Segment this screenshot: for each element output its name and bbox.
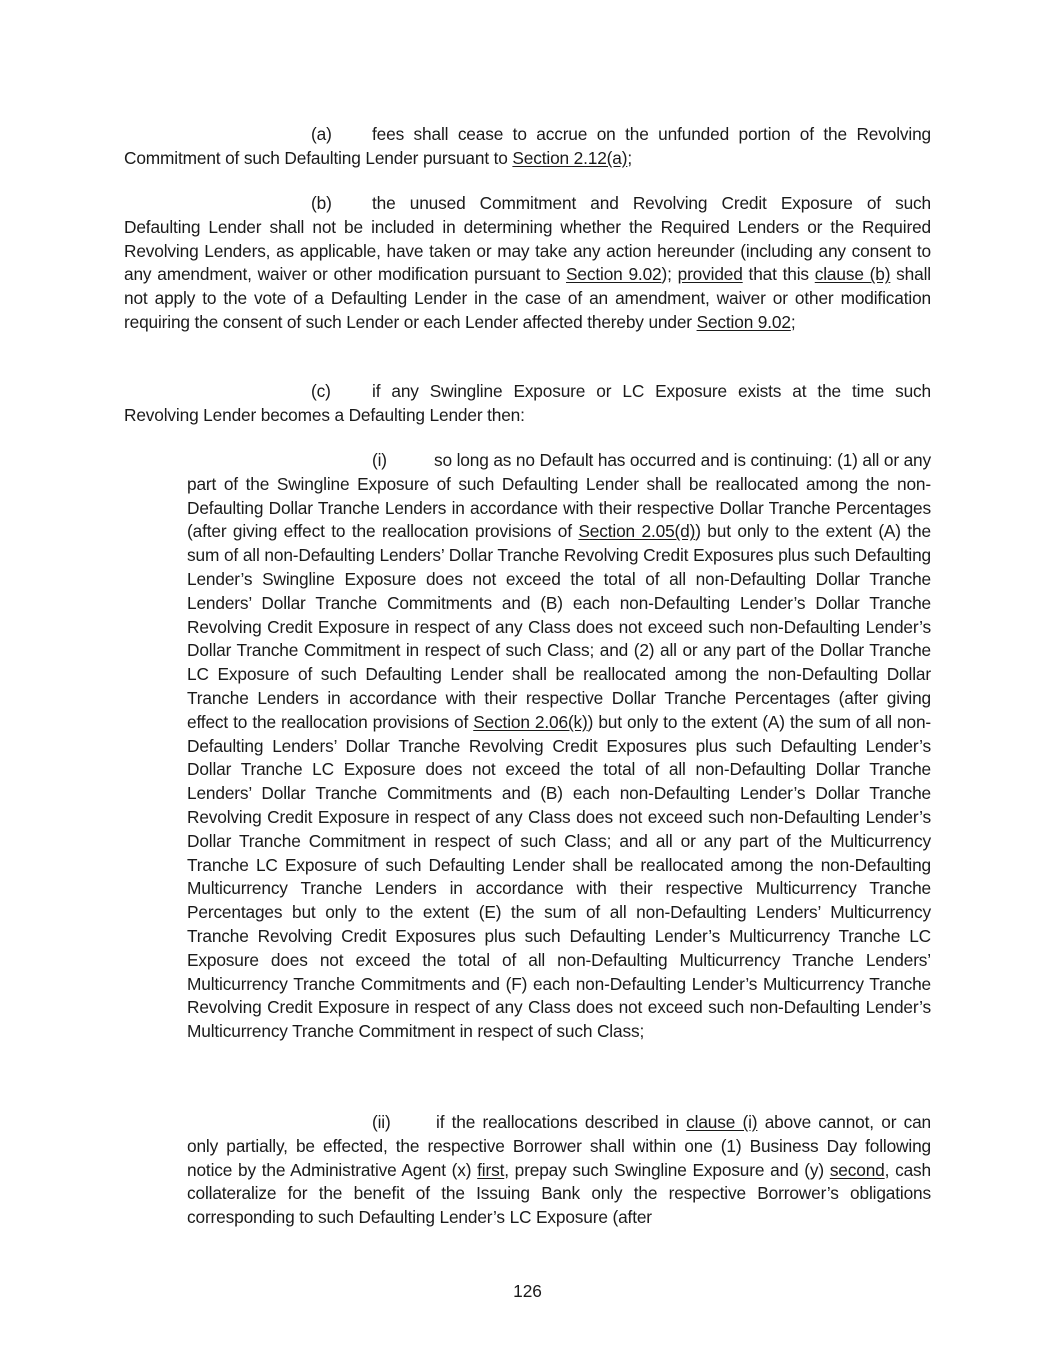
paragraph-c [124,380,931,428]
paragraph-b: (b) the unused Commitment and Revolving Credit Exposure of such Defaulting Lender shall not be included in determining whether the Required Lenders or the Required Revolving Lenders, as applicable, have taken or may take any action hereunder (including any consent to any amendment, waiver or other modification pursuant to Section 9.02); provided that this clause (b) shall not apply to the vote of a Defaulting Lender in the case of an amendment, waiver or other modification requiring the consent of such Lender or each Lender affected thereby under Section 9.02; [124,193,931,332]
ordinal-term: first [477,1159,505,1180]
paragraph-c-ii: (ii) if the reallocations described in clause (i) above cannot, or can only partially, be effected, the respective Borrower shall within one (1) Business Day following notice by the Administrative Agent (x) first, prepay such Swingline Exposure and (y) second, cash collateralize for the benefit of the Issuing Bank only the respective Borrower’s obligations corresponding to such Defaulting Lender’s LC Exposure (after [187,1112,931,1228]
paragraph-c-i-text: so long as no Default has occurred and is continuing: (1) all or any part of the Swingline Exposure of such Defaulting Lender shall be reallocated among the non-Defaulting Dollar Tranche Lenders in accordance with their respective Dollar Tranche Percentages (after giving effect to the reallocation provisions of [187,450,932,542]
clause-reference: clause (i) [686,1112,758,1132]
paragraph-c-text: if any Swingline Exposure or LC Exposure exists at the time such Revolving Lender becomes a Defaulting Lender then: [124,381,931,425]
section-reference: Section 2.05(d) [578,521,696,542]
paragraph-a-label: (a) [311,124,332,144]
clause-reference: clause (b) [814,264,891,285]
paragraph-b-label: (b) [311,193,332,213]
page-number: 126 [513,1281,542,1301]
ordinal-term: second [829,1159,885,1180]
paragraph-c-i-label: (i) [372,450,387,470]
section-reference: Section 2.06(k) [473,711,588,732]
paragraph-a: (a) fees shall cease to accrue on the unfunded portion of the Revolving Commitment of such Defaulting Lender pursuant to Section 2.12(a); [124,124,931,168]
section-reference: Section 2.12(a) [512,147,628,168]
paragraph-c-i: (i) so long as no Default has occurred and is continuing: (1) all or any part of the Swingline Exposure of such Defaulting Lender shall be reallocated among the non-Defaulting Dollar Tranche Lenders in accordance with their respective Dollar Tranche Percentages (after giving effect to the reallocation provisions of Section 2.05(d)) but only to the extent (A) the sum of all non-Defaulting Lenders’ Dollar Tranche Revolving Credit Exposures plus such Defaulting Lender’s Swingline Exposure does not exceed the total of all non-Defaulting Dollar Tranche Lenders’ Dollar Tranche Commitments and (B) each non-Defaulting Lender’s Dollar Tranche Revolving Credit Exposure in respect of any Class does not exceed such non-Defaulting Lender’s Dollar Tranche Commitment in respect of such Class; and (2) all or any part of the Dollar Tranche LC Exposure of such Defaulting Lender shall be reallocated among the non-Defaulting Dollar Tranche Lenders in accordance with their respective Dollar Tranche Percentages (after giving effect to the reallocation provisions of Section 2.06(k)) but only to the extent (A) the sum of all non-Defaulting Lenders’ Dollar Tranche Revolving Credit Exposures plus such Defaulting Lender’s Dollar Tranche LC Exposure does not exceed the total of all non-Defaulting Dollar Tranche Lenders’ Dollar Tranche Commitments and (B) each non-Defaulting Lender’s Dollar Tranche Revolving Credit Exposure in respect of any Class does not exceed such non-Defaulting Lender’s Dollar Tranche Commitment in respect of such Class; and all or any part of the Multicurrency Tranche LC Exposure of such Defaulting Lender shall be reallocated among the non-Defaulting Multicurrency Tranche Lenders in accordance with their respective Multicurrency Tranche Percentages but only to the extent (E) the sum of all non-Defaulting Lenders’ Multicurrency Tranche Revolving Credit Exposures plus such Defaulting Lender’s Multicurrency Tranche LC Exposure does not exceed the total of all non-Defaulting Multicurrency Tranche Lenders’ Multicurrency Tranche Commitments and (F) each non-Defaulting Lender’s Multicurrency Tranche Revolving Credit Exposure in respect of any Class does not exceed such non-Defaulting Lender’s Multicurrency Tranche Commitment in respect of such Class; [187,450,932,1042]
paragraph-c-ii-text: if the reallocations described in [436,1112,687,1132]
paragraph-b-text: the unused Commitment and Revolving Credit Exposure of such Defaulting Lender shall not be included in determining whether the Required Lenders or the Required Revolving Lenders, as applicable, have taken or may take any action hereunder (including any consent to any amendment, waiver or other modification pursuant to [124,193,931,285]
paragraph-a-text: fees shall cease to accrue on the unfunded portion of the Revolving Commitment of such Defaulting Lender pursuant to [124,124,931,168]
paragraph-c-ii-label: (ii) [372,1112,391,1132]
section-reference: Section 9.02 [566,264,662,285]
proviso-term: provided [677,264,743,285]
paragraph-c-label: (c) [311,381,331,401]
section-reference: Section 9.02 [696,311,791,332]
